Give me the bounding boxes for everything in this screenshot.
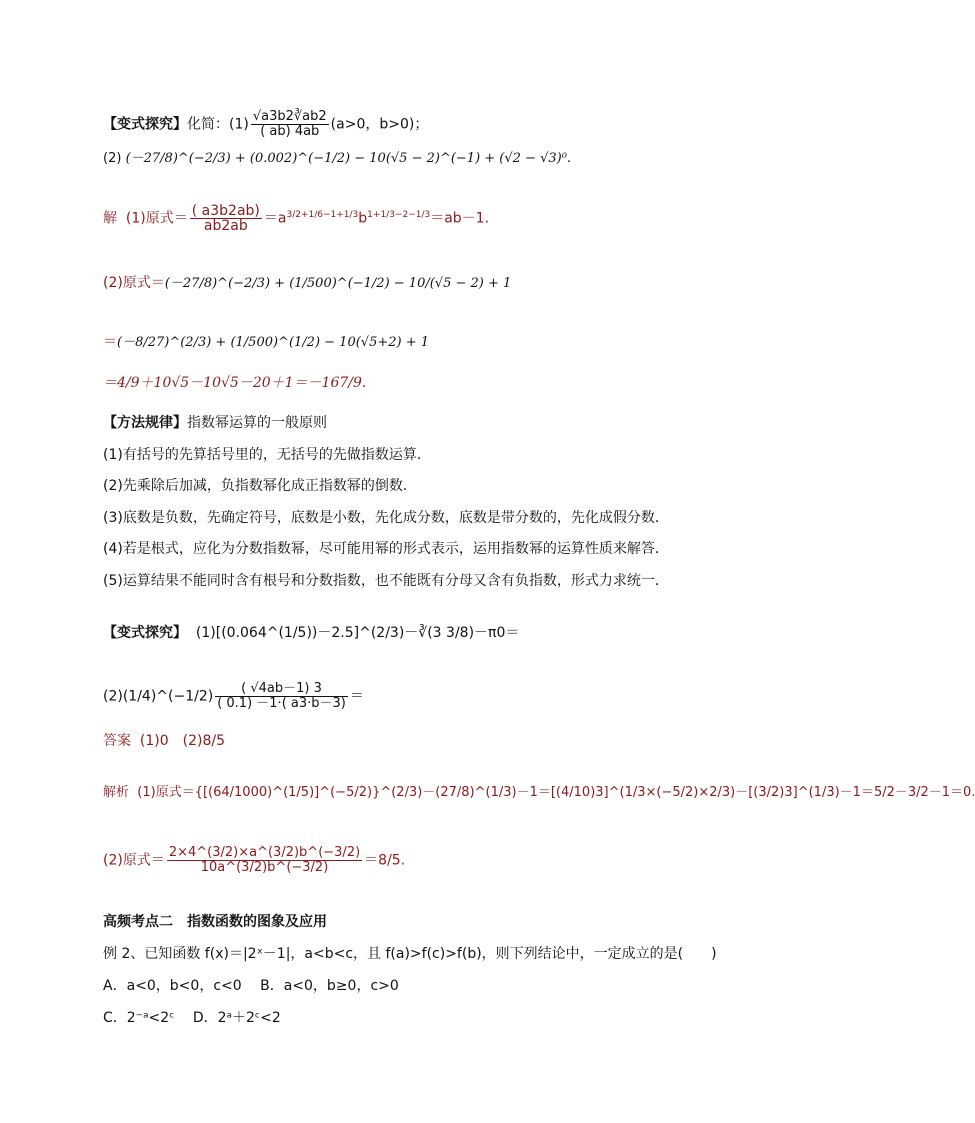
math-expression: (1)原式＝{[(64/1000)^(1/5)]^(−5/2)}^(2/3)－(27/8)^(1/3)－1＝[(4/10)3]^(1/3×(−5/2)×2/3)－[(3/2)3]^(1/3)－1＝5/2－3/2－1＝0. (137, 785, 975, 800)
math-expression: (1)[(0.064^(1/5))－2.5]^(2/3)－∛(3 3/8)－π0＝ (195, 625, 520, 641)
solution-part2: (2)原式＝(－27/8)^(−2/3) + (1/500)^(−1/2) − 10/(√5 − 2) + 1 (103, 275, 512, 291)
section-label: 【方法规律】 (103, 415, 187, 431)
method-rule: (4)若是根式，应化为分数指数幂，尽可能用幂的形式表示，运用指数幂的运算性质来解答． (103, 541, 669, 557)
options-ab: A．a<0，b<0，c<0 B．a<0，b≥0，c>0 (103, 978, 399, 994)
variant-question-4: (2)(1/4)^(−1/2) $\frac{( √4ab-1) 3}{( 0.1) -1\cdot( a3\cdot b-3)}$ ＝ (103, 681, 364, 711)
variant-question-1 (103, 110, 428, 139)
condition-text: (a>0，b>0)； (330, 116, 429, 133)
method-rule: (2)先乘除后加减，负指数幂化成正指数幂的倒数． (103, 478, 417, 494)
variant-question-2: (2) (－27/8)^(−2/3) + (0.002)^(−1/2) − 10(√5 − 2)^(−1) + (√2 − √3)⁰. (103, 151, 572, 166)
fraction: $\frac{√a3b2∛ab2}{( ab) 4ab}$ (252, 109, 327, 139)
section-label: 【变式探究】 (103, 625, 187, 641)
analysis-line-2: (2)原式＝ $\frac{2\times 4\^{}(3/2)\times a\^{}(3/2)b\^{}(-3/2)}{10a\^{}(3/2)b\^{}(-3/2)}$ ＝8/5. (103, 845, 406, 875)
solution-part1: 解 (1)原式＝ $\frac{( a3b2ab)}{ab2ab}$ $=a^{3/2+1/6-1+1/3}b^{1+1/3-2-1/3}=ab-1$. (103, 203, 490, 234)
math-expression: ＝4/9＋10√5－10√5－20＋1＝－167/9. (103, 375, 367, 391)
answer-label: 答案 (103, 733, 131, 749)
method-heading: 【方法规律】指数幂运算的一般原则 (103, 415, 327, 431)
analysis-label: 解析 (103, 785, 130, 800)
example-question: 例 2、已知函数 f(x)＝|2ˣ－1|，a<b<c，且 f(a)>f(c)>f(b)，则下列结论中，一定成立的是( ) (103, 946, 717, 962)
method-rule: (1)有括号的先算括号里的，无括号的先做指数运算． (103, 447, 431, 463)
fraction: $\frac{2\times 4\^{}(3/2)\times a\^{}(3/2)b\^{}(-3/2)}{10a\^{}(3/2)b\^{}(-3/2)}$ (168, 845, 361, 875)
solution-label: 解 (103, 210, 117, 227)
variant-question-3 (103, 624, 519, 642)
analysis-line-1 (103, 784, 975, 802)
math-expression: (－27/8)^(−2/3) + (0.002)^(−1/2) − 10(√5 − 2)^(−1) + (√2 − √3)⁰. (125, 151, 572, 166)
solution-part3: ＝(－8/27)^(2/3) + (1/500)^(1/2) − 10(√5+2) + 1 (103, 334, 430, 350)
solution-part4 (103, 374, 366, 392)
math-expression: (－27/8)^(−2/3) + (1/500)^(−1/2) − 10/(√5 − 2) + 1 (164, 276, 512, 291)
method-rule: (5)运算结果不能同时含有根号和分数指数，也不能既有分母又含有负指数，形式力求统一． (103, 573, 669, 589)
math-expression: (－8/27)^(2/3) + (1/500)^(1/2) − 10(√5+2) + 1 (117, 335, 430, 350)
topic-heading: 高频考点二 指数函数的图象及应用 (103, 914, 327, 930)
fraction: $\frac{( a3b2ab)}{ab2ab}$ (191, 203, 260, 234)
prompt-text: 化简：(1) (187, 116, 249, 133)
fraction: $\frac{( √4ab-1) 3}{( 0.1) -1\cdot( a3\cdot b-3)}$ (217, 681, 346, 711)
options-cd: C．2⁻ᵃ<2ᶜ D．2ᵃ＋2ᶜ<2 (103, 1010, 281, 1026)
section-label: 【变式探究】 (103, 116, 187, 133)
answer-line: 答案 (1)0 (2)8/5 (103, 733, 226, 749)
method-rule: (3)底数是负数，先确定符号，底数是小数，先化成分数，底数是带分数的，先化成假分数． (103, 510, 669, 526)
